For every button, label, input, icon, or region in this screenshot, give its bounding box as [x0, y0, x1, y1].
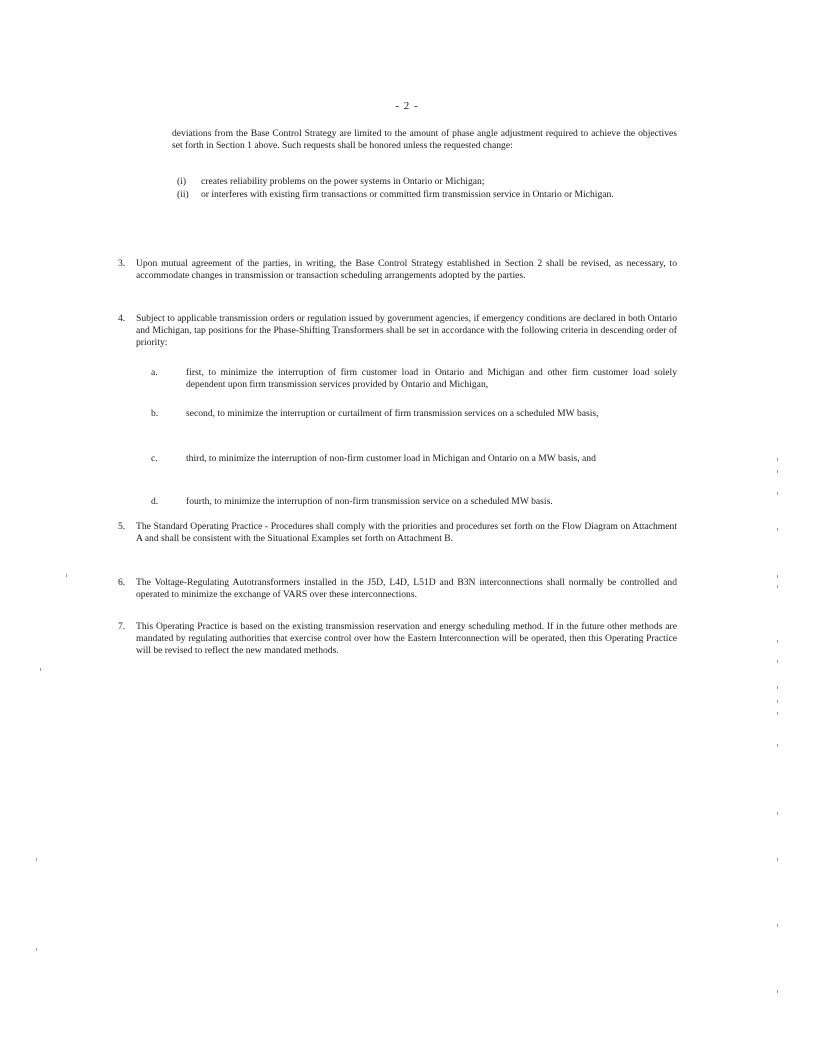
scan-speck	[777, 924, 778, 927]
section-text-7: This Operating Practice is based on the existing transmission reservation and energy scheduling method. If in the future other methods are mandated by regulating authorities that exercise control over how the Eastern Interconnection will be operated, then this Operating Practice will be revised to reflect the new mandated methods.	[136, 621, 677, 657]
scan-speck	[777, 458, 778, 461]
scan-speck	[777, 640, 778, 643]
scan-speck	[777, 470, 778, 473]
item-label-a: a.	[151, 367, 158, 378]
section-number-3: 3.	[118, 258, 126, 269]
scan-speck	[777, 712, 778, 715]
item-text-c: third, to minimize the interruption of non-firm customer load in Michigan and Ontario on a MW basis, and	[186, 453, 596, 464]
scan-speck	[36, 858, 37, 861]
page-number: - 2 -	[395, 100, 419, 112]
scan-speck	[777, 686, 778, 689]
scan-speck	[777, 812, 778, 815]
scan-speck	[777, 585, 778, 588]
section-number-4: 4.	[118, 313, 126, 324]
section-number-6: 6.	[118, 577, 126, 588]
section-text-3: Upon mutual agreement of the parties, in writing, the Base Control Strategy established in Section 2 shall be revised, as necessary, to accommodate changes in transmission or transaction scheduling arrangements adopted by the parties.	[136, 258, 677, 282]
item-text-d: fourth, to minimize the interruption of non-firm transmission service on a scheduled MW basis.	[186, 496, 553, 507]
continuation-paragraph: deviations from the Base Control Strategy are limited to the amount of phase angle adjustment required to achieve the objectives set forth in Section 1 above. Such requests shall be honored unless the requested change:	[172, 128, 677, 152]
section-number-5: 5.	[118, 521, 126, 532]
item-text-b: second, to minimize the interruption or curtailment of firm transmission services on a scheduled MW basis,	[186, 408, 599, 419]
section-text-5: The Standard Operating Practice - Procedures shall comply with the priorities and procedures set forth on the Flow Diagram on Attachment A and shall be consistent with the Situational Examples set forth on Attachment B.	[136, 521, 677, 545]
scan-speck	[777, 528, 778, 531]
scan-speck	[777, 575, 778, 578]
scan-speck	[777, 700, 778, 703]
section-number-7: 7.	[118, 621, 126, 632]
section-text-6: The Voltage-Regulating Autotransformers installed in the J5D, L4D, L51D and B3N interconnections shall normally be controlled and operated to minimize the exchange of VARS over these interconnections.	[136, 577, 677, 601]
item-label-ii: (ii)	[177, 189, 189, 200]
item-label-c: c.	[151, 453, 158, 464]
scan-speck	[777, 744, 778, 747]
item-label-i: (i)	[177, 176, 187, 187]
item-label-d: d.	[151, 496, 159, 507]
scan-speck	[777, 990, 778, 993]
item-text-ii: or interferes with existing firm transactions or committed firm transmission service in Ontario or Michigan.	[201, 189, 614, 200]
scan-speck	[777, 660, 778, 663]
item-text-i: creates reliability problems on the power systems in Ontario or Michigan;	[201, 176, 485, 187]
scan-speck	[66, 574, 67, 577]
item-text-a: first, to minimize the interruption of firm customer load in Ontario and Michigan and other firm customer load solely dependent upon firm transmission services provided by Ontario and Michigan,	[186, 367, 677, 391]
scan-speck	[36, 948, 37, 951]
scan-speck	[40, 668, 41, 671]
section-text-4: Subject to applicable transmission orders or regulation issued by government agencies, if emergency conditions are declared in both Ontario and Michigan, tap positions for the Phase-Shifting Transformers shall be set in accordance with the following criteria in descending order of priority:	[136, 313, 677, 349]
scan-speck	[777, 858, 778, 861]
scan-speck	[777, 492, 778, 495]
item-label-b: b.	[151, 408, 159, 419]
